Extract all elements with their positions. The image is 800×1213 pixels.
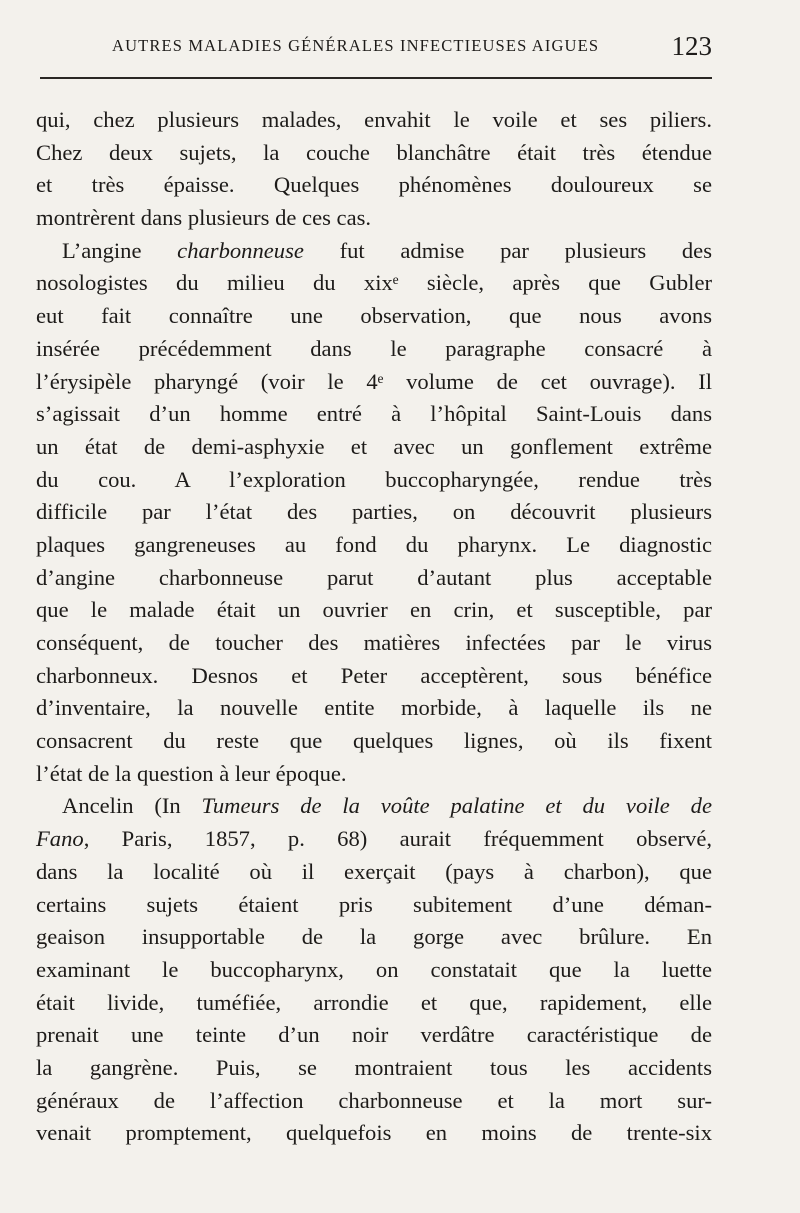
text-line: dans la localité où il exerçait (pays à charbon), que bbox=[36, 858, 712, 884]
page-number: 123 bbox=[671, 31, 712, 61]
text-line: montrèrent dans plusieurs de ces cas. bbox=[36, 205, 372, 231]
text-line: que le malade était un ouvrier en crin, et susceptible, par bbox=[36, 597, 712, 623]
text-line: généraux de l’affection charbonneuse et la mort sur- bbox=[36, 1087, 712, 1113]
text-line: d’inventaire, la nouvelle entite morbide, à laquelle ils ne bbox=[36, 695, 712, 721]
text-line: geaison insupportable de la gorge avec brûlure. En bbox=[36, 924, 712, 950]
italic-title: Tumeurs de la voûte palatine et du voile de bbox=[201, 793, 712, 819]
text-line: la gangrène. Puis, se montraient tous les accidents bbox=[36, 1054, 712, 1080]
text-line: un état de demi-asphyxie et avec un gonflement extrême bbox=[36, 433, 712, 459]
text-line: plaques gangreneuses au fond du pharynx. Le diagnostic bbox=[36, 531, 712, 557]
text-line: qui, chez plusieurs malades, envahit le voile et ses piliers. bbox=[36, 107, 712, 132]
text-line bbox=[36, 790, 712, 823]
text-line: l’état de la question à leur époque. bbox=[36, 760, 347, 786]
text-line: était livide, tuméfiée, arrondie et que, rapidement, elle bbox=[36, 989, 712, 1015]
text-line: s’agissait d’un homme entré à l’hôpital Saint-Louis dans bbox=[36, 401, 712, 427]
body-text bbox=[36, 104, 712, 1150]
text-line: insérée précédemment dans le paragraphe consacré à bbox=[36, 335, 712, 361]
text-line: l’érysipèle pharyngé (voir le 4ᵉ volume de cet ouvrage). Il bbox=[36, 368, 712, 394]
text-line: certains sujets étaient pris subitement d’une déman- bbox=[36, 891, 712, 917]
running-title: AUTRES MALADIES GÉNÉRALES INFECTIEUSES AIGUES bbox=[112, 36, 600, 55]
italic-title: Fano bbox=[36, 826, 84, 852]
text-line bbox=[36, 823, 712, 856]
text-line: examinant le buccopharynx, on constatait que la luette bbox=[36, 956, 712, 982]
text-line: Chez deux sujets, la couche blanchâtre était très étendue bbox=[36, 139, 712, 165]
text-line: venait promptement, quelquefois en moins de trente-six bbox=[36, 1120, 712, 1146]
text-line: et très épaisse. Quelques phénomènes douloureux se bbox=[36, 172, 712, 198]
text-line: nosologistes du milieu du xixᵉ siècle, après que Gubler bbox=[36, 270, 712, 296]
text-line: eut fait connaître une observation, que nous avons bbox=[36, 303, 712, 329]
text-line: consacrent du reste que quelques lignes, où ils fixent bbox=[36, 728, 712, 754]
text-line: conséquent, de toucher des matières infectées par le virus bbox=[36, 630, 712, 655]
italic-title: charbonneuse bbox=[177, 237, 304, 263]
text-run: L’angine bbox=[62, 237, 178, 263]
page-header bbox=[112, 31, 712, 68]
text-run: , Paris, 1857, p. 68) aurait fréquemment observé, bbox=[83, 826, 712, 852]
text-line: prenait une teinte d’un noir verdâtre caractéristique de bbox=[36, 1022, 712, 1048]
text-line: difficile par l’état des parties, on découvrit plusieurs bbox=[36, 499, 712, 525]
text-line: charbonneux. Desnos et Peter acceptèrent, sous bénéfice bbox=[36, 662, 712, 688]
text-run: Ancelin (In bbox=[62, 793, 202, 819]
text-line: d’angine charbonneuse parut d’autant plus acceptable bbox=[36, 564, 712, 590]
text-run: fut admise par plusieurs des bbox=[303, 237, 713, 263]
text-line: du cou. A l’exploration buccopharyngée, rendue très bbox=[36, 466, 712, 492]
header-rule bbox=[40, 77, 712, 79]
text-line bbox=[36, 235, 712, 268]
